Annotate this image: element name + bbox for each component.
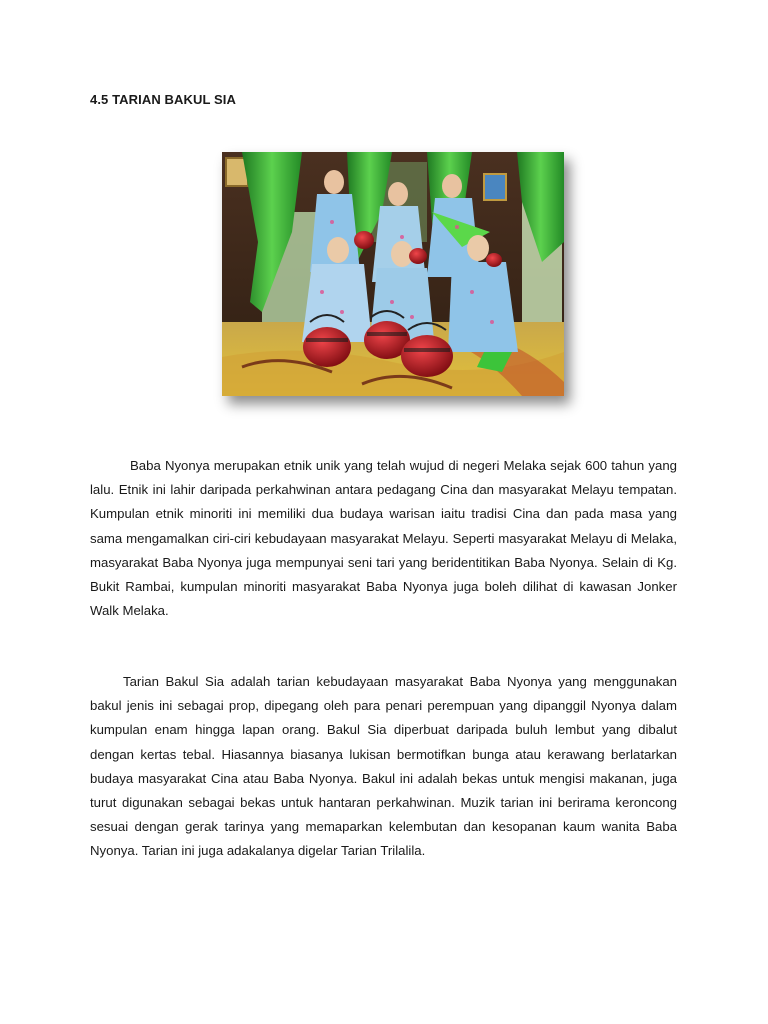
dancers-photo	[222, 152, 564, 396]
photo-illustration	[222, 152, 564, 396]
paragraph-baba-nyonya: Baba Nyonya merupakan etnik unik yang telah wujud di negeri Melaka sejak 600 tahun yang lalu. Etnik ini lahir daripada perkahwinan antara pedagang Cina dan masyarakat Melayu tempatan. Kumpulan etnik minoriti ini memiliki dua budaya warisan iaitu tradisi Cina dan pada masa yang sama mengamalkan ciri-ciri kebudayaan masyarakat Melayu. Seperti masyarakat Melayu di Melaka, masyarakat Baba Nyonya juga mempunyai seni tari yang beridentitikan Baba Nyonya. Selain di Kg. Bukit Rambai, kumpulan minoriti masyarakat Baba Nyonya juga boleh dilihat di kawasan Jonker Walk Melaka.	[90, 458, 677, 619]
section-heading: 4.5 TARIAN BAKUL SIA	[90, 92, 236, 107]
paragraph-tarian-bakul-sia: Tarian Bakul Sia adalah tarian kebudayaan masyarakat Baba Nyonya yang menggunakan bakul jenis ini sebagai prop, dipegang oleh para penari perempuan yang dipanggil Nyonya dalam kumpulan enam hingga lapan orang. Bakul Sia diperbuat daripada buluh lembut yang dibalut dengan kertas tebal. Hiasannya biasanya lukisan bermotifkan bunga atau kerawang berlatarkan budaya masyarakat Cina atau Baba Nyonya. Bakul ini adalah bekas untuk mengisi makanan, juga turut digunakan sebagai bekas untuk hantaran perkahwinan. Muzik tarian ini berirama keroncong sesuai dengan gerak tarinya yang memaparkan kelembutan dan kesopanan kaum wanita Baba Nyonya. Tarian ini juga adakalanya digelar Tarian Trilalila.	[90, 674, 677, 859]
